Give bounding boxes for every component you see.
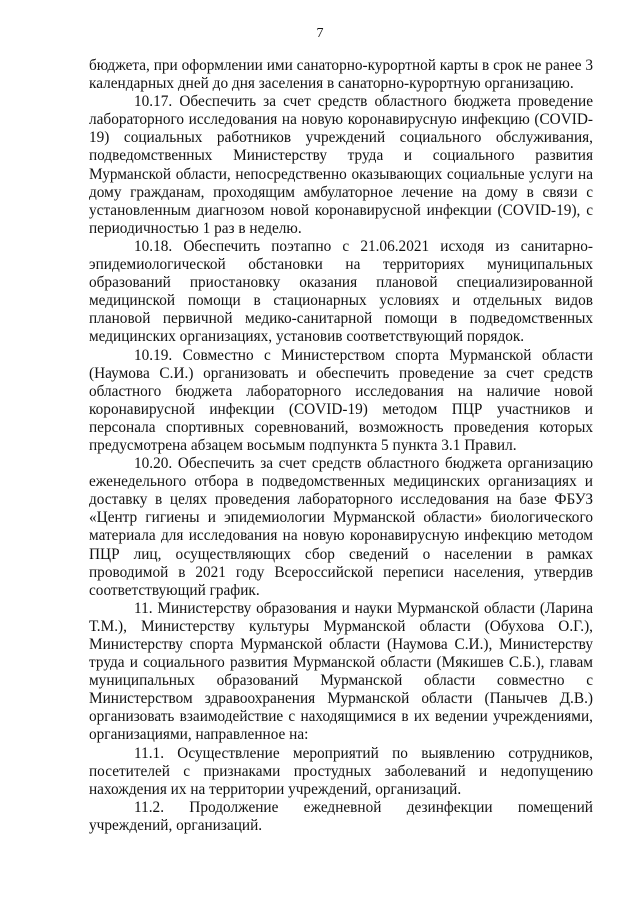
paragraph-10-19: 10.19. Совместно с Министерством спорта Мурманской области (Наумова С.И.) организовать и обеспечить проведение за счет средств областного бюджета лабораторного исследования на наличие новой коронавирусной инфекции (COVID-19) методом ПЦР участников и персонала спортивных соревнований, возможность проведения которых предусмотрена абзацем восьмым подпункта 5 пункта 3.1 Правил.: [89, 346, 593, 454]
paragraph-10-17: 10.17. Обеспечить за счет средств областного бюджета проведение лабораторного исследования на новую коронавирусную инфекцию (COVID-19) социальных работников учреждений социального обслуживания, подведомственных Министерству труда и социального развития Мурманской области, непосредственно оказывающих социальные услуги на дому гражданам, проходящим амбулаторное лечение на дому в связи с установленным диагнозом новой коронавирусной инфекции (COVID-19), с периодичностью 1 раз в неделю.: [89, 93, 593, 237]
paragraph-11-1: 11.1. Осуществление мероприятий по выявлению сотрудников, посетителей с признаками простудных заболеваний и недопущению нахождения их на территории учреждений, организаций.: [89, 744, 593, 798]
document-body: [89, 57, 593, 835]
paragraph-11-2: 11.2. Продолжение ежедневной дезинфекции помещений учреждений, организаций.: [89, 798, 593, 834]
paragraph-10-18: 10.18. Обеспечить поэтапно с 21.06.2021 исходя из санитарно-эпидемиологической обстановки на территориях муниципальных образований приостановку оказания плановой специализированной медицинской помощи в стационарных условиях и отдельных видов плановой первичной медико-санитарной помощи в подведомственных медицинских организациях, установив соответствующий порядок.: [89, 237, 593, 346]
paragraph-11: 11. Министерству образования и науки Мурманской области (Ларина Т.М.), Министерству культуры Мурманской области (Обухова О.Г.), Министерству спорта Мурманской области (Наумова С.И.), Министерству труда и социального развития Мурманской области (Мякишев С.Б.), главам муниципальных образований Мурманской области совместно с Министерством здравоохранения Мурманской области (Панычев Д.В.) организовать взаимодействие с находящимися в их ведении учреждениями, организациями, направленное на:: [89, 599, 593, 744]
paragraph-10-20: 10.20. Обеспечить за счет средств областного бюджета организацию еженедельного отбора в подведомственных медицинских организациях и доставку в целях проведения лабораторного исследования на базе ФБУЗ «Центр гигиены и эпидемиологии Мурманской области» биологического материала для исследования на новую коронавирусную инфекцию методом ПЦР лиц, осуществляющих сбор сведений о населении в рамках проводимой в 2021 году Всероссийской переписи населения, утвердив соответствующий график.: [89, 455, 593, 599]
page-number: 7: [316, 26, 324, 41]
paragraph-budget-continuation: бюджета, при оформлении ими санаторно-курортной карты в срок не ранее 3 календарных дней до дня заселения в санаторно-курортную организацию.: [89, 57, 593, 93]
